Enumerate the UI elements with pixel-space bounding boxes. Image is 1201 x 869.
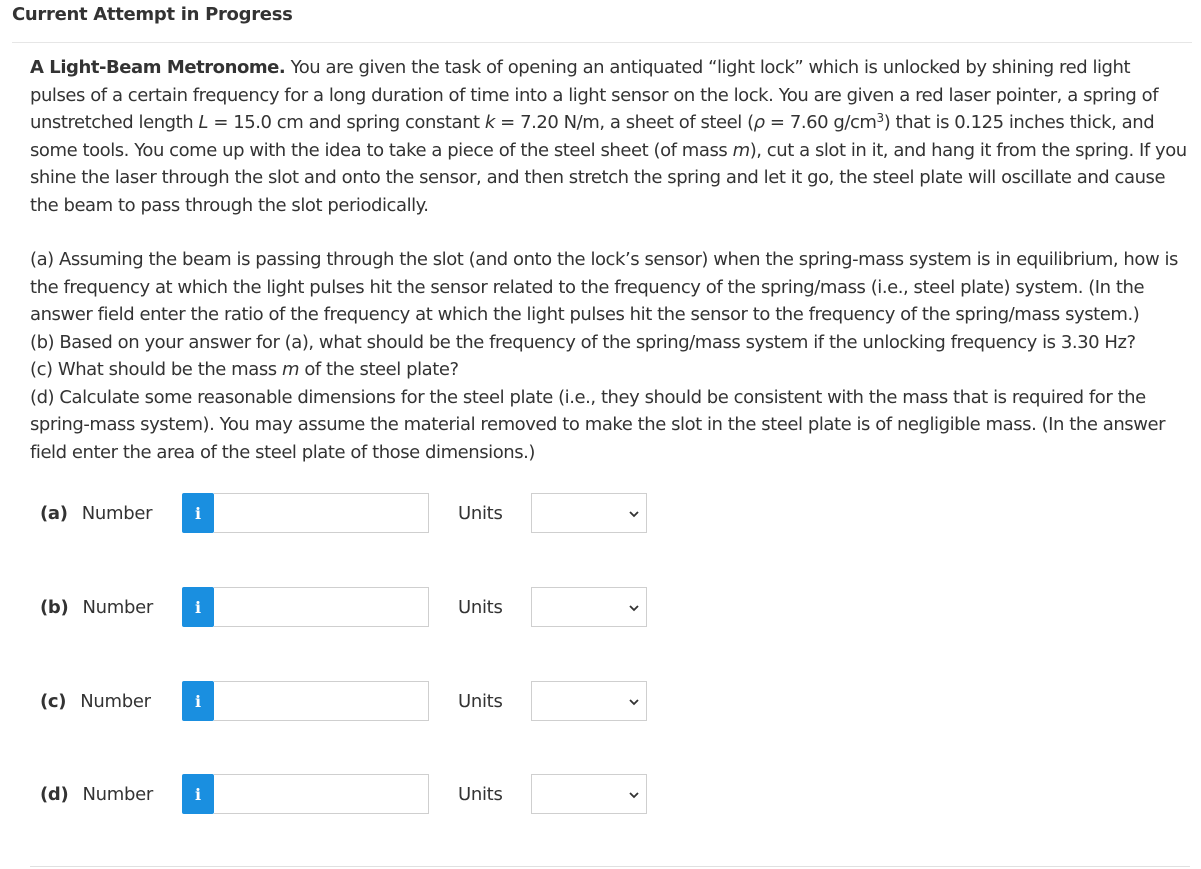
var-m: m xyxy=(281,359,300,380)
answer-label xyxy=(40,597,153,618)
number-label: Number xyxy=(82,784,153,805)
problem-text: ) that is 0.125 inches thick, and some tools. You come up with the idea to take a piece of the steel sheet (of mass xyxy=(30,112,1155,161)
units-label: Units xyxy=(458,691,503,712)
problem-text: = 15.0 cm and spring constant xyxy=(208,112,485,133)
bottom-divider xyxy=(30,866,1190,867)
spacer xyxy=(30,219,1190,246)
header-divider xyxy=(12,42,1192,43)
units-select[interactable] xyxy=(531,774,647,814)
number-input[interactable] xyxy=(214,587,429,627)
number-input[interactable] xyxy=(214,493,429,533)
problem-text: You are given the task of opening an antiquated “light lock” which is unlocked by shining red light pulses of a certain frequency for a long duration of time into a light sensor on the lock. You are given a red laser pointer, a spring of unstretched length xyxy=(30,57,1159,133)
chevron-down-icon xyxy=(628,696,640,708)
problem-text: of the steel plate? xyxy=(299,359,459,380)
units-select[interactable] xyxy=(531,493,647,533)
units-label: Units xyxy=(458,784,503,805)
units-label: Units xyxy=(458,597,503,618)
var-L: L xyxy=(198,112,209,133)
part-d-question: (d) Calculate some reasonable dimensions for the steel plate (i.e., they should be consistent with the mass that is required for the spring-mass system). You may assume the material removed to make the slot in the steel plate is of negligible mass. (In the answer field enter the area of the steel plate of those dimensions.) xyxy=(30,386,1166,463)
answer-label xyxy=(40,784,153,805)
superscript: 3 xyxy=(876,111,884,125)
part-c-question xyxy=(30,356,1190,384)
part-label: (d) xyxy=(40,784,69,805)
units-label: Units xyxy=(458,503,503,524)
problem-text: ), cut a slot in it, and hang it from the spring. If you shine the laser through the slot and onto the sensor, and then stretch the spring and let it go, the steel plate will oscillate and cause the beam to pass through the slot periodically. xyxy=(30,139,1187,216)
number-input[interactable] xyxy=(214,681,429,721)
problem-statement xyxy=(30,54,1190,466)
part-b-question: (b) Based on your answer for (a), what should be the frequency of the spring/mass system if the unlocking frequency is 3.30 Hz? xyxy=(30,331,1136,353)
units-select[interactable] xyxy=(531,587,647,627)
chevron-down-icon xyxy=(628,602,640,614)
info-button[interactable]: i xyxy=(182,493,214,533)
info-button[interactable]: i xyxy=(182,681,214,721)
number-label: Number xyxy=(80,691,151,712)
problem-text: = 7.20 N/m, a sheet of steel ( xyxy=(494,112,754,133)
part-label: (a) xyxy=(40,503,68,524)
answer-label xyxy=(40,691,151,712)
part-label: (b) xyxy=(40,597,69,618)
chevron-down-icon xyxy=(628,789,640,801)
var-k: k xyxy=(484,112,495,133)
page-title: Current Attempt in Progress xyxy=(12,4,293,25)
part-a-question: (a) Assuming the beam is passing through the slot (and onto the lock’s sensor) when the spring-mass system is in equilibrium, how is the frequency at which the light pulses hit the sensor related to the frequency of the spring/mass (i.e., steel plate) system. (In the answer field enter the ratio of the frequency at which the light pulses hit the sensor to the frequency of the spring/mass system.) xyxy=(30,249,1178,325)
problem-intro xyxy=(30,54,1190,219)
problem-text: = 7.60 g/cm xyxy=(764,112,877,133)
answer-label xyxy=(40,503,152,524)
number-label: Number xyxy=(81,503,153,524)
info-button[interactable]: i xyxy=(182,587,214,627)
var-rho: ρ xyxy=(753,112,765,133)
units-select[interactable] xyxy=(531,681,647,721)
problem-text: (c) What should be the mass xyxy=(30,359,282,380)
info-button[interactable]: i xyxy=(182,774,214,814)
number-input[interactable] xyxy=(214,774,429,814)
number-label: Number xyxy=(82,597,153,618)
chevron-down-icon xyxy=(628,508,640,520)
var-m: m xyxy=(732,139,750,161)
problem-title: A Light-Beam Metronome. xyxy=(30,57,286,78)
part-label: (c) xyxy=(40,691,67,712)
